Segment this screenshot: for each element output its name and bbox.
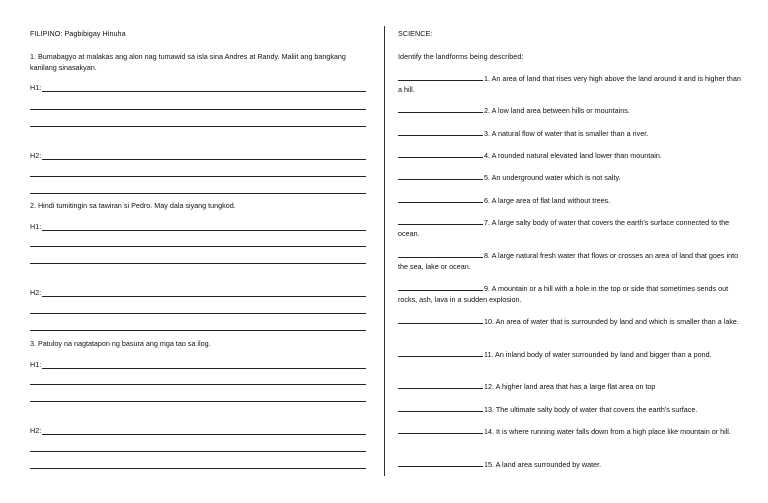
answer-rule[interactable] bbox=[30, 313, 366, 314]
item-text: 8. A large natural fresh water that flows or crosses an area of land that goes into the sea, lake or ocean. bbox=[398, 251, 739, 271]
answer-blank[interactable] bbox=[398, 316, 483, 324]
science-instruction: Identify the landforms being described: bbox=[398, 52, 524, 61]
item-text: 3. A natural flow of water that is smaller than a river. bbox=[484, 129, 649, 138]
answer-blank[interactable] bbox=[398, 105, 483, 113]
item-text: 13. The ultimate salty body of water that covers the earth's surface. bbox=[484, 405, 698, 414]
answer-rule[interactable] bbox=[30, 246, 366, 247]
item-text: 14. It is where running water falls down from a high place like mountain or hill. bbox=[484, 427, 731, 436]
item-text: 7. A large salty body of water that covers the earth's surface connected to the ocean. bbox=[398, 218, 730, 238]
science-item-7[interactable] bbox=[398, 217, 742, 239]
filipino-question-3: 3. Patuloy na nagtatapon ng basura ang mga tao sa ilog. bbox=[30, 339, 211, 348]
science-item-15[interactable] bbox=[398, 459, 742, 470]
answer-rule[interactable] bbox=[30, 451, 366, 452]
answer-rule[interactable] bbox=[30, 263, 366, 264]
science-item-2[interactable] bbox=[398, 105, 742, 116]
answer-blank[interactable] bbox=[398, 195, 483, 203]
h1-label: H1: bbox=[30, 360, 42, 369]
science-item-5[interactable] bbox=[398, 172, 742, 183]
answer-rule[interactable] bbox=[30, 176, 366, 177]
item-text: 10. An area of water that is surrounded by land and which is smaller than a lake. bbox=[484, 317, 739, 326]
science-item-12[interactable] bbox=[398, 381, 742, 392]
answer-rule[interactable] bbox=[30, 401, 366, 402]
filipino-heading: FILIPINO: Pagbibigay Hinuha bbox=[30, 29, 126, 38]
answer-blank[interactable] bbox=[398, 217, 483, 225]
answer-blank[interactable] bbox=[398, 250, 483, 258]
h2-label: H2: bbox=[30, 151, 42, 160]
filipino-question-2: 2. Hindi tumitingin sa tawiran si Pedro. May dala siyang tungkod. bbox=[30, 201, 236, 210]
item-text: 1. An area of land that rises very high above the land around it and is higher than a hill. bbox=[398, 74, 741, 94]
item-text: 6. A large area of flat land without trees. bbox=[484, 196, 611, 205]
h1-answer-line-q1[interactable] bbox=[30, 83, 366, 94]
h1-label: H1: bbox=[30, 222, 42, 231]
science-item-11[interactable] bbox=[398, 349, 742, 360]
h2-answer-line-q1[interactable] bbox=[30, 151, 366, 162]
item-text: 9. A mountain or a hill with a hole in the top or side that sometimes sends out rocks, ash, lava in a sudden explosion. bbox=[398, 284, 729, 304]
answer-rule[interactable] bbox=[30, 468, 366, 469]
item-text: 12. A higher land area that has a large flat area on top bbox=[484, 382, 656, 391]
answer-underline bbox=[42, 368, 366, 369]
item-text: 15. A land area surrounded by water. bbox=[484, 460, 602, 469]
science-item-6[interactable] bbox=[398, 195, 742, 206]
answer-blank[interactable] bbox=[398, 150, 483, 158]
answer-blank[interactable] bbox=[398, 426, 483, 434]
answer-underline bbox=[42, 434, 366, 435]
science-heading: SCIENCE: bbox=[398, 29, 433, 38]
h1-label: H1: bbox=[30, 83, 42, 92]
answer-blank[interactable] bbox=[398, 459, 483, 467]
column-divider bbox=[384, 26, 385, 476]
answer-rule[interactable] bbox=[30, 384, 366, 385]
answer-blank[interactable] bbox=[398, 73, 483, 81]
answer-blank[interactable] bbox=[398, 381, 483, 389]
science-item-13[interactable] bbox=[398, 404, 742, 415]
answer-underline bbox=[42, 230, 366, 231]
h2-answer-line-q2[interactable] bbox=[30, 288, 366, 299]
item-text: 4. A rounded natural elevated land lower than mountain. bbox=[484, 151, 662, 160]
answer-underline bbox=[42, 159, 366, 160]
answer-rule[interactable] bbox=[30, 193, 366, 194]
science-item-1[interactable] bbox=[398, 73, 742, 95]
science-item-4[interactable] bbox=[398, 150, 742, 161]
answer-underline bbox=[42, 91, 366, 92]
item-text: 2. A low land area between hills or mountains. bbox=[484, 106, 630, 115]
science-item-3[interactable] bbox=[398, 128, 742, 139]
science-item-8[interactable] bbox=[398, 250, 742, 272]
answer-blank[interactable] bbox=[398, 349, 483, 357]
h2-label: H2: bbox=[30, 288, 42, 297]
answer-rule[interactable] bbox=[30, 330, 366, 331]
answer-blank[interactable] bbox=[398, 128, 483, 136]
h1-answer-line-q2[interactable] bbox=[30, 222, 366, 233]
item-text: 11. An inland body of water surrounded by land and bigger than a pond. bbox=[484, 350, 712, 359]
answer-blank[interactable] bbox=[398, 283, 483, 291]
answer-rule[interactable] bbox=[30, 109, 366, 110]
answer-rule[interactable] bbox=[30, 126, 366, 127]
filipino-question-1: 1. Bumabagyo at malakas ang alon nag tumawid sa isla sina Andres at Randy. Maliit ang bangkang kanilang sinasakyan. bbox=[30, 52, 346, 72]
answer-blank[interactable] bbox=[398, 172, 483, 180]
science-item-9[interactable] bbox=[398, 283, 742, 305]
science-item-10[interactable] bbox=[398, 316, 742, 327]
item-text: 5. An underground water which is not salty. bbox=[484, 173, 621, 182]
h2-label: H2: bbox=[30, 426, 42, 435]
h1-answer-line-q3[interactable] bbox=[30, 360, 366, 371]
answer-underline bbox=[42, 296, 366, 297]
science-item-14[interactable] bbox=[398, 426, 742, 437]
h2-answer-line-q3[interactable] bbox=[30, 426, 366, 437]
answer-blank[interactable] bbox=[398, 404, 483, 412]
